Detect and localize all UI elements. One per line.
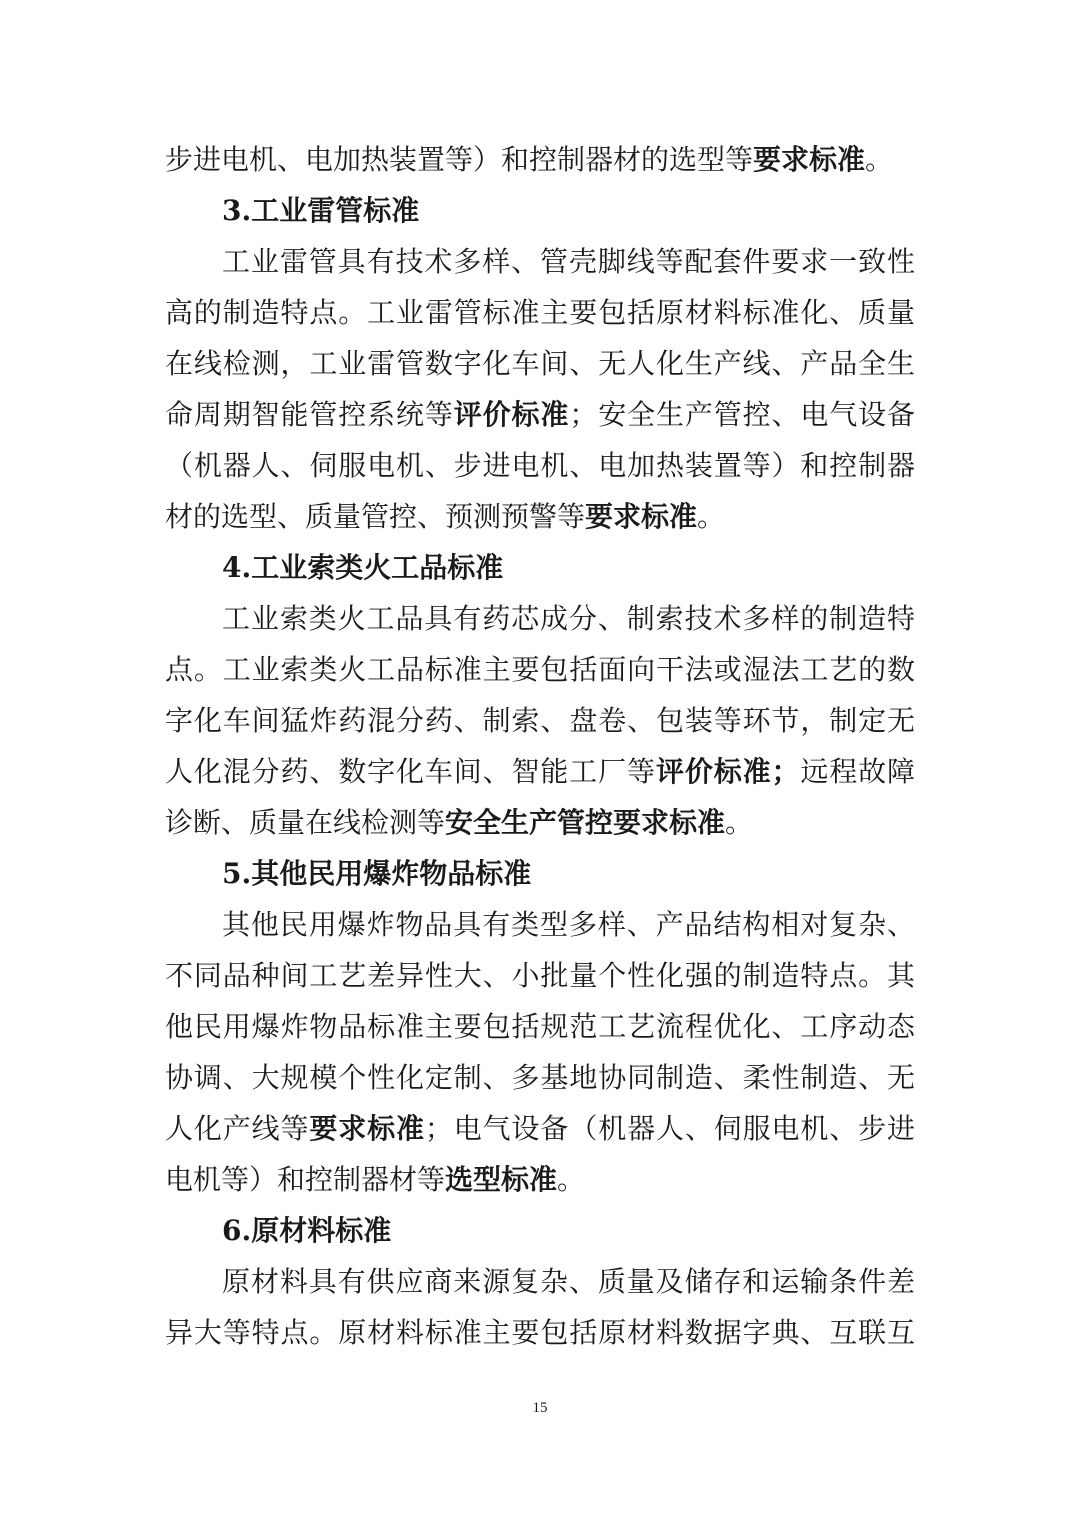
- paragraph-line: [165, 491, 915, 542]
- paragraph-line: 其他民用爆炸物品具有类型多样、产品结构相对复杂、: [222, 908, 915, 941]
- paragraph-line: [165, 1103, 915, 1154]
- bold-text-run: 选型标准: [445, 1163, 558, 1196]
- bold-text-run: 要求标准: [309, 1112, 425, 1145]
- paragraph-line: 协调、大规模个性化定制、多基地协同制造、柔性制造、无: [165, 1061, 915, 1094]
- text-run: 材的选型、质量管控、预测预警等: [165, 500, 586, 533]
- bold-text-run: 评价标准: [453, 398, 570, 431]
- section-heading-4: 4.工业索类火工品标准: [222, 551, 504, 584]
- paragraph-line: 他民用爆炸物品标准主要包括规范工艺流程优化、工序动态: [165, 1010, 915, 1043]
- text-run: ；电气设备（机器人、伺服电机、步进: [424, 1112, 915, 1145]
- bold-text-run: 要求标准: [753, 143, 866, 176]
- text-run: 。: [697, 500, 726, 533]
- paragraph-line: 不同品种间工艺差异性大、小批量个性化强的制造特点。其: [165, 959, 915, 992]
- section-heading-5: 5.其他民用爆炸物品标准: [222, 857, 532, 890]
- paragraph-line: 字化车间猛炸药混分药、制索、盘卷、包装等环节，制定无: [165, 704, 915, 737]
- paragraph-line: [165, 389, 915, 440]
- paragraph-line: 在线检测，工业雷管数字化车间、无人化生产线、产品全生: [165, 347, 915, 380]
- text-run: 步进电机、电加热装置等）和控制器材的选型等: [165, 143, 754, 176]
- paragraph-line: 异大等特点。原材料标准主要包括原材料数据字典、互联互: [165, 1316, 915, 1349]
- text-run: 人化混分药、数字化车间、智能工厂等: [165, 755, 656, 788]
- section-heading-3: 3.工业雷管标准: [222, 194, 420, 227]
- text-run: 。: [865, 143, 894, 176]
- paragraph-line: [165, 746, 915, 797]
- paragraph-line: 工业雷管具有技术多样、管壳脚线等配套件要求一致性: [222, 245, 915, 278]
- text-run: 诊断、质量在线检测等: [165, 806, 446, 839]
- document-body: [165, 134, 915, 1358]
- paragraph-line: [165, 134, 915, 185]
- paragraph-line: （机器人、伺服电机、步进电机、电加热装置等）和控制器: [165, 449, 915, 482]
- section-heading-6: 6.原材料标准: [222, 1214, 392, 1247]
- text-run: 人化产线等: [165, 1112, 310, 1145]
- text-run: ；安全生产管控、电气设备: [569, 398, 915, 431]
- bold-text-run: 评价标准；: [655, 755, 800, 788]
- paragraph-line: [165, 1154, 915, 1205]
- bold-text-run: 安全生产管控要求标准: [445, 806, 726, 839]
- paragraph-line: 原材料具有供应商来源复杂、质量及储存和运输条件差: [222, 1265, 915, 1298]
- paragraph-line: 点。工业索类火工品标准主要包括面向干法或湿法工艺的数: [165, 653, 915, 686]
- text-run: 远程故障: [799, 755, 915, 788]
- text-run: 命周期智能管控系统等: [165, 398, 454, 431]
- paragraph-line: 高的制造特点。工业雷管标准主要包括原材料标准化、质量: [165, 296, 915, 329]
- text-run: 。: [557, 1163, 586, 1196]
- paragraph-line: [165, 797, 915, 848]
- page-number: 15: [532, 1400, 548, 1416]
- bold-text-run: 要求标准: [585, 500, 698, 533]
- text-run: 。: [725, 806, 754, 839]
- text-run: 电机等）和控制器材等: [165, 1163, 446, 1196]
- paragraph-line: 工业索类火工品具有药芯成分、制索技术多样的制造特: [222, 602, 915, 635]
